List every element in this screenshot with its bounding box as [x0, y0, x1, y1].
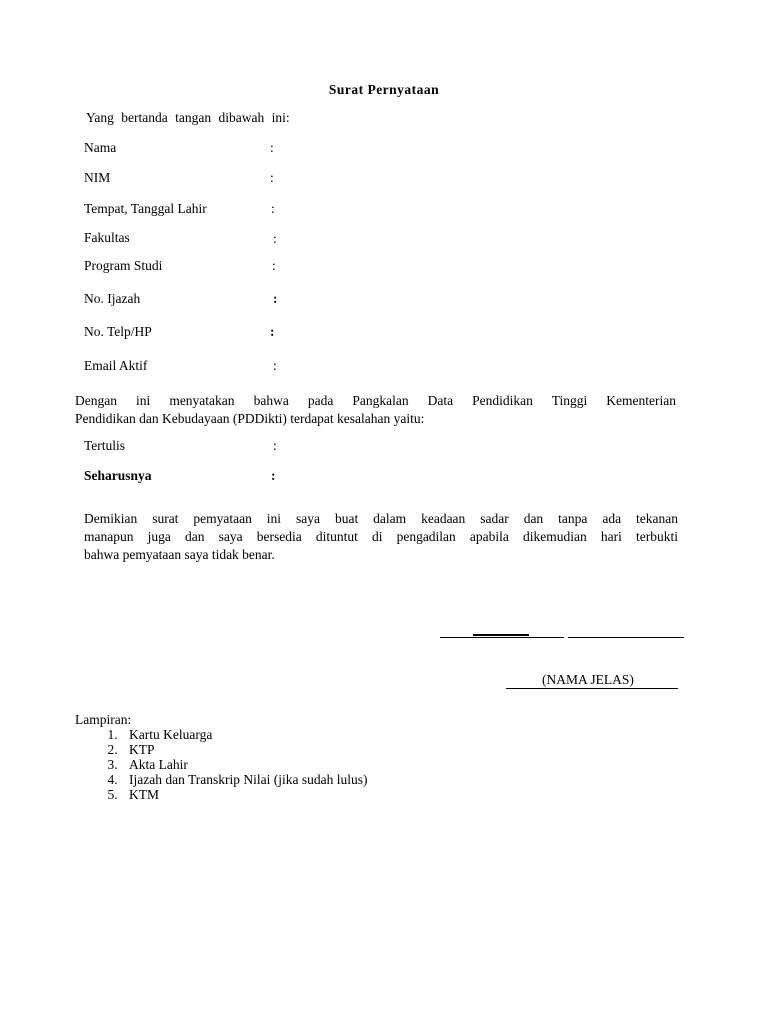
- closing-line-3: bahwa pemyataan saya tidak benar.: [84, 547, 275, 562]
- field-colon-written: :: [273, 438, 277, 453]
- field-colon-faculty: :: [273, 231, 277, 246]
- field-label-nama: Nama: [84, 140, 117, 155]
- field-label-email: Email Aktif: [84, 358, 148, 373]
- statement-paragraph: [75, 392, 676, 428]
- field-label-program: Program Studi: [84, 258, 163, 273]
- field-label-written: Tertulis: [84, 438, 126, 453]
- list-item: 2. KTP: [121, 742, 367, 757]
- closing-paragraph: [84, 510, 678, 564]
- signature-name-underline: [506, 688, 678, 689]
- intro-text: Yang bertanda tangan dibawah ini:: [86, 110, 290, 125]
- field-colon-phone: :: [270, 324, 275, 339]
- field-colon-email: :: [273, 358, 277, 373]
- field-label-nim: NIM: [84, 170, 111, 185]
- attachments-section: [75, 712, 367, 802]
- closing-line-1: Demikian surat pemyataan ini saya buat dalam keadaan sadar dan tanpa ada tekanan: [84, 511, 678, 526]
- statement-line-1: Dengan ini menyatakan bahwa pada Pangkalan Data Pendidikan Tinggi Kementerian: [75, 393, 676, 408]
- statement-line-2: Pendidikan dan Kebudayaan (PDDikti) terdapat kesalahan yaitu:: [75, 411, 425, 426]
- field-colon-program: :: [272, 258, 276, 273]
- attachments-list: [75, 727, 367, 802]
- signature-mark: [473, 634, 529, 636]
- list-item: 1. Kartu Keluarga: [121, 727, 367, 742]
- signature-name-placeholder: (NAMA JELAS): [542, 672, 634, 687]
- field-colon-nama: :: [270, 140, 274, 155]
- field-colon-nim: :: [270, 170, 274, 185]
- field-label-faculty: Fakultas: [84, 230, 130, 245]
- closing-line-2: manapun juga dan saya bersedia dituntut di pengadilan apabila dikemudian hari terbukti: [84, 529, 678, 544]
- signature-line-right: [568, 637, 684, 638]
- letter-title: Surat Pernyataan: [328, 82, 440, 97]
- field-label-should-be: Seharusnya: [84, 468, 152, 483]
- list-item: 3. Akta Lahir: [121, 757, 367, 772]
- list-item: 5. KTM: [121, 787, 367, 802]
- field-colon-ijazah: :: [273, 291, 278, 306]
- field-colon-birth: :: [271, 201, 275, 216]
- field-colon-should-be: :: [271, 468, 276, 483]
- attachments-heading: Lampiran:: [75, 712, 132, 727]
- field-label-phone: No. Telp/HP: [84, 324, 152, 339]
- field-label-ijazah: No. Ijazah: [84, 291, 141, 306]
- field-label-birth: Tempat, Tanggal Lahir: [84, 201, 207, 216]
- signature-line-left: [440, 637, 564, 638]
- list-item: 4. Ijazah dan Transkrip Nilai (jika sudah lulus): [121, 772, 367, 787]
